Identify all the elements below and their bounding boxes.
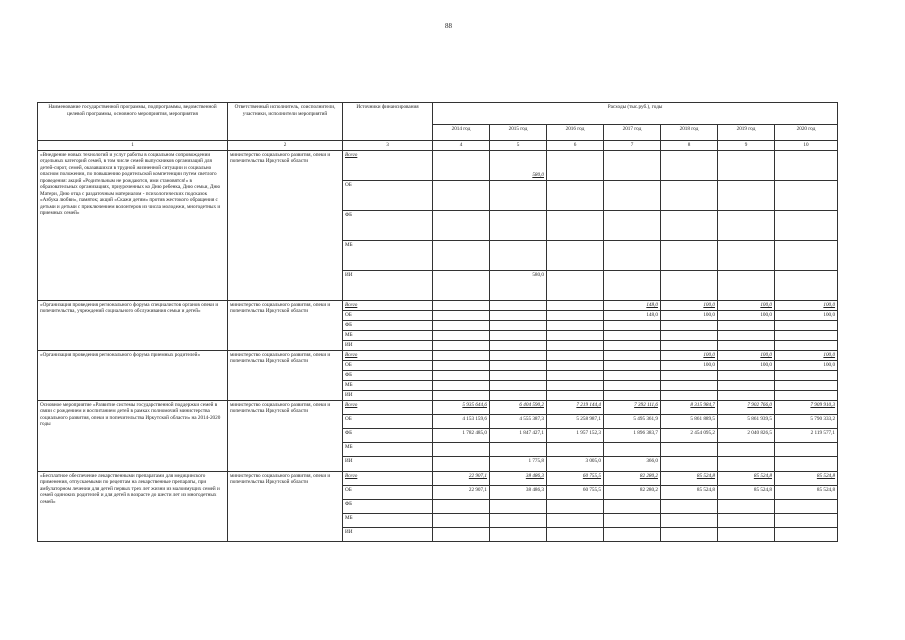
column-number: 8	[661, 141, 718, 151]
amount-cell: 6 404 590,2	[490, 400, 547, 414]
amount-cell: 148,0	[604, 310, 661, 320]
measure-executor: министерство социального развития, опеки и попечительства Иркутской области	[228, 471, 343, 541]
amount-cell	[547, 270, 604, 300]
funding-source: ФБ	[343, 210, 433, 240]
amount-cell	[775, 320, 838, 330]
amount-cell	[661, 380, 718, 390]
amount-cell	[547, 150, 604, 180]
amount-cell	[775, 270, 838, 300]
amount-cell: 100,0	[775, 310, 838, 320]
funding-source: Всего	[343, 400, 433, 414]
funding-source: Всего	[343, 300, 433, 310]
column-number: 2	[228, 141, 343, 151]
funding-source: ОБ	[343, 360, 433, 370]
amount-cell	[604, 513, 661, 527]
funding-source: МБ	[343, 513, 433, 527]
amount-cell	[547, 380, 604, 390]
amount-cell: 580,0	[490, 150, 547, 180]
funding-source: МБ	[343, 330, 433, 340]
amount-cell: 1 957 152,3	[547, 428, 604, 442]
amount-cell	[661, 442, 718, 456]
header-year: 2014 год	[433, 125, 490, 141]
funding-source: ФБ	[343, 499, 433, 513]
amount-cell	[775, 330, 838, 340]
amount-cell: 85 524,8	[718, 485, 775, 499]
amount-cell: 5 258 987,1	[547, 414, 604, 428]
amount-cell	[490, 390, 547, 400]
amount-cell: 22 907,1	[433, 485, 490, 499]
measure-name: «Внедрение новых технологий и услуг работы в социальном сопровождении отдельных категорий семей, в том числе семей выпускников организаций для детей-сирот, семей, оказавшихся в трудной жизненной ситуации и социально опасном положении, по повышению родительской компетенции путем светлого проведения: акций «Родительным не рождаются, ими становятся!» в образовательных организациях, приуроченных ко Дню ребенка, Дню семьи, Дню Матери, Дню отца с раздаточным материалом - психологических подсказок «Азбука любви», памяток; акций «Скажи детям» против жестокого обращения с детьми и детьми с приключением волонтеров из числа молодежи, многодетных и приемных семей»	[38, 150, 228, 300]
amount-cell	[718, 210, 775, 240]
funding-source: ОБ	[343, 180, 433, 210]
amount-cell	[547, 350, 604, 360]
amount-cell	[490, 240, 547, 270]
amount-cell	[775, 340, 838, 350]
amount-cell	[433, 527, 490, 541]
column-number: 3	[343, 141, 433, 151]
column-number: 7	[604, 141, 661, 151]
funding-source: Всего	[343, 350, 433, 360]
amount-cell: 5 861 889,5	[661, 414, 718, 428]
amount-cell	[433, 210, 490, 240]
column-number: 5	[490, 141, 547, 151]
funding-source: МБ	[343, 442, 433, 456]
amount-cell	[775, 370, 838, 380]
amount-cell	[604, 350, 661, 360]
funding-source: ОБ	[343, 485, 433, 499]
amount-cell	[547, 240, 604, 270]
amount-cell	[775, 150, 838, 180]
amount-cell	[433, 320, 490, 330]
table-row	[38, 300, 838, 310]
amount-cell	[718, 330, 775, 340]
amount-cell: 100,0	[661, 350, 718, 360]
amount-cell	[433, 350, 490, 360]
measure-executor: министерство социального развития, опеки и попечительства Иркутской области	[228, 400, 343, 471]
amount-cell: 38 486,3	[490, 471, 547, 485]
funding-source: ИИ	[343, 340, 433, 350]
amount-cell: 100,0	[775, 360, 838, 370]
amount-cell	[604, 320, 661, 330]
amount-cell: 5 861 939,5	[718, 414, 775, 428]
amount-cell	[718, 456, 775, 471]
amount-cell	[547, 360, 604, 370]
funding-source: ФБ	[343, 370, 433, 380]
amount-cell	[775, 180, 838, 210]
amount-cell	[490, 340, 547, 350]
amount-cell	[490, 527, 547, 541]
measure-name: «Организация проведения регионального форума специалистов органов опеки и попечительства, учреждений социального обслуживания семьи и детей»	[38, 300, 228, 350]
amount-cell	[775, 380, 838, 390]
amount-cell	[718, 390, 775, 400]
amount-cell	[547, 330, 604, 340]
amount-cell	[775, 240, 838, 270]
amount-cell: 580,0	[490, 270, 547, 300]
amount-cell	[661, 527, 718, 541]
amount-cell	[661, 390, 718, 400]
amount-cell	[661, 320, 718, 330]
amount-cell	[547, 300, 604, 310]
amount-cell: 60 755,5	[547, 471, 604, 485]
amount-cell: 1 847 427,1	[490, 428, 547, 442]
amount-cell	[604, 370, 661, 380]
funding-source: ФБ	[343, 320, 433, 330]
amount-cell: 1 775,8	[490, 456, 547, 471]
amount-cell	[547, 180, 604, 210]
amount-cell: 3 005,0	[547, 456, 604, 471]
header-executor: Ответственный исполнитель, соисполнители, участники, исполнители мероприятий	[228, 103, 343, 141]
amount-cell	[433, 360, 490, 370]
measure-name: «Бесплатное обеспечение лекарственными препаратами для медицинского применения, отпускаемыми по рецептам на лекарственные препараты, при амбулаторном лечении для детей первых трех лет жизни из малоимущих семей и семей одиноких родителей и для детей в возрасте до шести лет из многодетных семей»	[38, 471, 228, 541]
header-year: 2018 год	[661, 125, 718, 141]
amount-cell	[433, 240, 490, 270]
amount-cell	[604, 380, 661, 390]
amount-cell	[490, 300, 547, 310]
amount-cell	[661, 240, 718, 270]
amount-cell	[775, 513, 838, 527]
amount-cell: 148,0	[604, 300, 661, 310]
amount-cell	[433, 370, 490, 380]
header-year: 2020 год	[775, 125, 838, 141]
amount-cell	[490, 310, 547, 320]
amount-cell	[604, 150, 661, 180]
measure-executor: министерство социального развития, опеки и попечительства Иркутской области	[228, 150, 343, 300]
amount-cell	[718, 380, 775, 390]
funding-source: МБ	[343, 380, 433, 390]
amount-cell	[547, 210, 604, 240]
measure-name: Основное мероприятие «Развитие системы государственной поддержки семей в связи с рождением и воспитанием детей в рамках полномочий министерства социального развития, опеки и попечительства Иркутской области» на 2014-2020 годы	[38, 400, 228, 471]
amount-cell: 366,0	[604, 456, 661, 471]
amount-cell	[490, 499, 547, 513]
amount-cell: 1 782 485,0	[433, 428, 490, 442]
amount-cell: 60 755,5	[547, 485, 604, 499]
amount-cell	[433, 310, 490, 320]
amount-cell	[661, 330, 718, 340]
table-row	[38, 150, 838, 180]
financing-table	[37, 102, 838, 542]
header-name: Наименование государственной программы, подпрограммы, ведомственной целевой программы, основного мероприятия, мероприятия	[38, 103, 228, 141]
amount-cell: 5 935 644,6	[433, 400, 490, 414]
amount-cell	[604, 527, 661, 541]
amount-cell	[604, 180, 661, 210]
funding-source: Всего	[343, 150, 433, 180]
header-expenses: Расходы (тыс.руб.), годы	[433, 103, 838, 125]
amount-cell	[490, 320, 547, 330]
amount-cell	[718, 320, 775, 330]
amount-cell	[547, 320, 604, 330]
amount-cell	[718, 513, 775, 527]
column-number: 1	[38, 141, 228, 151]
amount-cell	[433, 340, 490, 350]
amount-cell	[490, 442, 547, 456]
amount-cell	[661, 370, 718, 380]
header-year: 2016 год	[547, 125, 604, 141]
amount-cell: 100,0	[718, 310, 775, 320]
amount-cell	[661, 340, 718, 350]
amount-cell	[604, 210, 661, 240]
amount-cell	[547, 499, 604, 513]
amount-cell: 82 280,2	[604, 485, 661, 499]
amount-cell	[604, 360, 661, 370]
page-number: 88	[445, 22, 452, 30]
column-number: 9	[718, 141, 775, 151]
amount-cell: 8 315 984,7	[661, 400, 718, 414]
amount-cell: 5 790 333,2	[775, 414, 838, 428]
amount-cell	[718, 442, 775, 456]
amount-cell	[775, 210, 838, 240]
amount-cell	[775, 527, 838, 541]
amount-cell: 38 486,3	[490, 485, 547, 499]
amount-cell: 100,0	[661, 300, 718, 310]
amount-cell	[490, 350, 547, 360]
amount-cell	[490, 380, 547, 390]
amount-cell: 100,0	[775, 350, 838, 360]
amount-cell	[775, 390, 838, 400]
amount-cell	[718, 150, 775, 180]
amount-cell	[490, 330, 547, 340]
amount-cell	[433, 300, 490, 310]
amount-cell	[661, 499, 718, 513]
amount-cell: 7 909 910,3	[775, 400, 838, 414]
amount-cell: 85 524,8	[775, 485, 838, 499]
funding-source: ИИ	[343, 270, 433, 300]
amount-cell: 100,0	[718, 350, 775, 360]
funding-source: ОБ	[343, 414, 433, 428]
header-year: 2015 год	[490, 125, 547, 141]
measure-name: «Организация проведения регионального форума приемных родителей»	[38, 350, 228, 400]
amount-cell	[604, 390, 661, 400]
amount-cell	[433, 442, 490, 456]
amount-cell: 100,0	[661, 360, 718, 370]
amount-cell	[547, 390, 604, 400]
amount-cell	[433, 330, 490, 340]
amount-cell	[775, 499, 838, 513]
amount-cell	[661, 456, 718, 471]
amount-cell	[433, 270, 490, 300]
amount-cell	[547, 310, 604, 320]
amount-cell: 82 280,2	[604, 471, 661, 485]
amount-cell: 2 040 826,5	[718, 428, 775, 442]
amount-cell	[718, 370, 775, 380]
column-number: 6	[547, 141, 604, 151]
amount-cell	[547, 340, 604, 350]
measure-executor: министерство социального развития, опеки и попечительства Иркутской области	[228, 300, 343, 350]
funding-source: Всего	[343, 471, 433, 485]
amount-cell: 4 555 387,3	[490, 414, 547, 428]
amount-cell	[661, 513, 718, 527]
amount-cell	[718, 340, 775, 350]
amount-cell	[490, 370, 547, 380]
funding-source: ИИ	[343, 390, 433, 400]
amount-cell	[718, 527, 775, 541]
funding-source: ФБ	[343, 428, 433, 442]
amount-cell	[661, 180, 718, 210]
funding-source: ИИ	[343, 527, 433, 541]
amount-cell: 7 219 144,4	[547, 400, 604, 414]
amount-cell	[490, 360, 547, 370]
amount-cell	[547, 527, 604, 541]
amount-cell: 7 392 111,6	[604, 400, 661, 414]
amount-cell: 100,0	[775, 300, 838, 310]
amount-cell: 7 902 766,0	[718, 400, 775, 414]
amount-cell: 1 896 383,7	[604, 428, 661, 442]
amount-cell	[433, 499, 490, 513]
header-source: Источники финансирования	[343, 103, 433, 141]
table-row	[38, 400, 838, 414]
amount-cell: 85 524,8	[775, 471, 838, 485]
column-number: 10	[775, 141, 838, 151]
amount-cell	[775, 456, 838, 471]
amount-cell	[490, 513, 547, 527]
column-number: 4	[433, 141, 490, 151]
amount-cell	[718, 240, 775, 270]
amount-cell	[547, 513, 604, 527]
amount-cell	[604, 330, 661, 340]
funding-source: ОБ	[343, 310, 433, 320]
amount-cell	[604, 499, 661, 513]
amount-cell	[718, 270, 775, 300]
amount-cell	[604, 442, 661, 456]
amount-cell: 4 153 159,6	[433, 414, 490, 428]
measure-executor: министерство социального развития, опеки и попечительства Иркутской области	[228, 350, 343, 400]
amount-cell: 85 524,8	[718, 471, 775, 485]
header-year: 2017 год	[604, 125, 661, 141]
amount-cell: 100,0	[718, 360, 775, 370]
amount-cell	[547, 442, 604, 456]
table-row	[38, 471, 838, 485]
amount-cell	[433, 180, 490, 210]
amount-cell: 2 454 095,2	[661, 428, 718, 442]
amount-cell: 85 524,8	[661, 471, 718, 485]
amount-cell	[718, 499, 775, 513]
amount-cell	[433, 150, 490, 180]
amount-cell: 85 524,8	[661, 485, 718, 499]
table-row	[38, 350, 838, 360]
amount-cell	[775, 442, 838, 456]
amount-cell	[604, 270, 661, 300]
header-year: 2019 год	[718, 125, 775, 141]
amount-cell	[718, 180, 775, 210]
amount-cell	[433, 456, 490, 471]
amount-cell: 100,0	[718, 300, 775, 310]
amount-cell: 22 907,1	[433, 471, 490, 485]
amount-cell	[547, 370, 604, 380]
funding-source: ИИ	[343, 456, 433, 471]
amount-cell: 2 119 577,1	[775, 428, 838, 442]
amount-cell	[661, 210, 718, 240]
amount-cell	[490, 180, 547, 210]
funding-source: МБ	[343, 240, 433, 270]
amount-cell	[661, 150, 718, 180]
amount-cell	[433, 513, 490, 527]
amount-cell	[604, 340, 661, 350]
amount-cell	[661, 270, 718, 300]
amount-cell	[433, 390, 490, 400]
amount-cell	[433, 380, 490, 390]
amount-cell	[490, 210, 547, 240]
amount-cell: 100,0	[661, 310, 718, 320]
amount-cell	[604, 240, 661, 270]
amount-cell: 5 495 361,9	[604, 414, 661, 428]
